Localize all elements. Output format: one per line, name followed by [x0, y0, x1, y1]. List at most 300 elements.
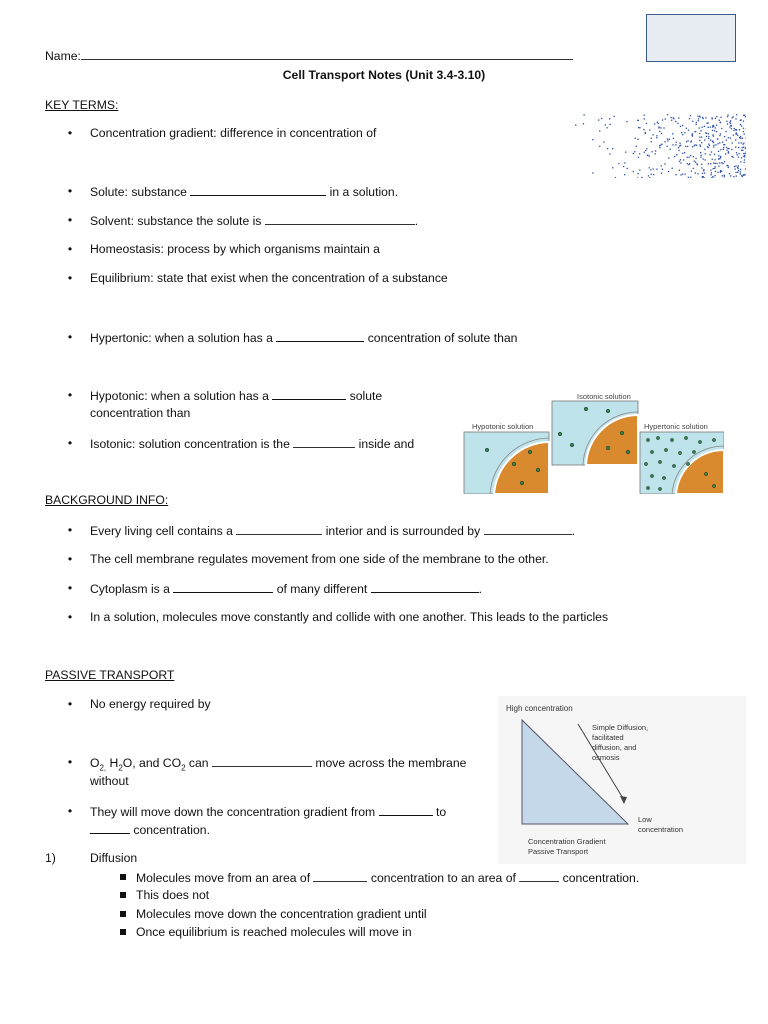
speckle-dot: [716, 131, 717, 132]
speckle-dot: [623, 166, 624, 167]
speckle-dot: [746, 138, 747, 139]
speckle-dot: [718, 155, 719, 156]
speckle-dot: [733, 135, 734, 136]
speckle-dot: [743, 147, 744, 148]
speckle-dot: [727, 123, 728, 124]
speckle-dot: [736, 152, 737, 153]
speckle-dot: [726, 121, 727, 122]
speckle-dot: [710, 126, 711, 127]
speckle-dot: [724, 144, 725, 145]
isotonic-panel: [552, 401, 638, 465]
speckle-dot: [715, 144, 716, 145]
speckle-dot: [733, 157, 734, 158]
speckle-dot: [738, 165, 739, 166]
speckle-dot: [738, 142, 739, 143]
speckle-dot: [705, 159, 706, 160]
speckle-dot: [735, 118, 736, 119]
speckle-dot: [649, 167, 650, 168]
passive-can: can: [185, 756, 209, 770]
speckle-dot: [683, 159, 684, 160]
term-hypertonic-tail: concentration of solute than: [367, 331, 518, 345]
speckle-dot: [639, 127, 640, 128]
passive-molecules: [90, 755, 466, 772]
passive-gradient-to: to: [435, 805, 447, 819]
speckle-dot: [712, 134, 713, 135]
passive-blank[interactable]: [212, 755, 312, 767]
o2-o: O: [90, 756, 100, 770]
speckle-dot: [743, 175, 744, 176]
diffusion-speckle-image: [548, 114, 746, 178]
speckle-dot: [669, 139, 670, 140]
speckle-dot: [724, 175, 725, 176]
speckle-dot: [740, 169, 741, 170]
speckle-dot: [717, 143, 718, 144]
speckle-dot: [702, 127, 703, 128]
cytoplasm-blank-1[interactable]: [173, 581, 273, 593]
speckle-dot: [667, 140, 668, 141]
speckle-dot: [679, 143, 680, 144]
speckle-dot: [663, 127, 664, 128]
speckle-dot: [656, 137, 657, 138]
speckle-dot: [708, 133, 709, 134]
speckle-dot: [672, 144, 673, 145]
speckle-dot: [703, 169, 704, 170]
speckle-dot: [708, 147, 709, 148]
bg-living-cell: [90, 523, 575, 538]
speckle-dot: [673, 138, 674, 139]
speckle-dot: [700, 146, 701, 147]
speckle-dot: [649, 177, 650, 178]
speckle-dot: [720, 117, 721, 118]
term-concentration-gradient: Concentration gradient: difference in concentration of: [90, 126, 377, 140]
speckle-dot: [601, 118, 602, 119]
speckle-dot: [731, 125, 732, 126]
speckle-dot: [694, 145, 695, 146]
passive-no-energy: No energy required by: [90, 697, 211, 711]
speckle-dot: [736, 114, 737, 115]
hypotonic-label: Hypotonic solution: [472, 422, 534, 431]
speckle-dot: [695, 172, 696, 173]
diffusion-point-1: [136, 870, 639, 885]
speckle-dot: [725, 153, 726, 154]
speckle-dot: [714, 175, 715, 176]
diffusion-number: 1): [45, 851, 56, 865]
surrounded-blank[interactable]: [484, 523, 572, 535]
speckle-dot: [730, 120, 731, 121]
speckle-dot: [735, 146, 736, 147]
speckle-dot: [692, 121, 693, 122]
speckle-dot: [727, 114, 728, 115]
speckle-dot: [741, 157, 742, 158]
speckle-dot: [732, 142, 733, 143]
speckle-dot: [627, 168, 628, 169]
isotonic-label: Isotonic solution: [577, 392, 631, 401]
gradient-to-blank[interactable]: [90, 822, 130, 834]
speckle-dot: [655, 150, 656, 151]
speckle-dot: [607, 148, 608, 149]
speckle-dot: [716, 125, 717, 126]
speckle-dot: [688, 164, 689, 165]
speckle-dot: [678, 150, 679, 151]
low-line-2: concentration: [638, 825, 684, 834]
speckle-dot: [731, 156, 732, 157]
caption-line-2: Passive Transport: [528, 847, 589, 856]
speckle-dot: [624, 162, 625, 163]
speckle-dot: [702, 177, 703, 178]
diffusion-point-1-tail: concentration.: [562, 871, 640, 885]
speckle-dot: [704, 126, 705, 127]
speckle-dot: [680, 159, 681, 160]
speckle-dot: [745, 148, 746, 149]
speckle-dot: [668, 157, 669, 158]
speckle-dot: [699, 117, 700, 118]
speckle-dot: [701, 155, 702, 156]
speckle-dot: [662, 119, 663, 120]
speckle-dot: [699, 127, 700, 128]
speckle-dot: [726, 165, 727, 166]
speckle-dot: [711, 172, 712, 173]
hypertonic-label: Hypertonic solution: [644, 422, 708, 431]
speckle-dot: [708, 163, 709, 164]
speckle-dot: [741, 150, 742, 151]
term-solute-text: Solute: substance: [90, 185, 187, 199]
high-concentration-label: High concentration: [506, 704, 573, 713]
passive-gradient-line2: [90, 822, 210, 837]
speckle-dot: [729, 126, 730, 127]
speckle-dot: [700, 130, 701, 131]
speckle-dot: [728, 148, 729, 149]
speckle-dot: [699, 140, 700, 141]
speckle-dot: [696, 145, 697, 146]
speckle-dot: [743, 128, 744, 129]
speckle-dot: [741, 125, 742, 126]
speckle-dot: [682, 125, 683, 126]
speckle-dot: [702, 173, 703, 174]
speckle-dot: [659, 147, 660, 148]
speckle-dot: [701, 167, 702, 168]
speckle-dot: [575, 125, 576, 126]
speckle-dot: [697, 173, 698, 174]
speckle-dot: [743, 131, 744, 132]
corner-box: [646, 14, 736, 62]
speckle-dot: [728, 152, 729, 153]
speckle-dot: [690, 115, 691, 116]
speckle-dot: [693, 156, 694, 157]
speckle-dot: [713, 136, 714, 137]
speckle-dot: [740, 124, 741, 125]
speckle-dot: [715, 163, 716, 164]
speckle-dot: [674, 156, 675, 157]
passive-heading: PASSIVE TRANSPORT: [45, 668, 175, 682]
speckle-dot: [698, 118, 699, 119]
bullet: •: [67, 388, 73, 402]
bg-membrane: The cell membrane regulates movement from one side of the membrane to the other.: [90, 552, 549, 566]
diffusion-blank-2[interactable]: [519, 870, 559, 882]
passive-move: move across the membrane: [315, 756, 467, 770]
term-equilibrium: Equilibrium: state that exist when the concentration of a substance: [90, 271, 448, 285]
speckle-dot: [728, 137, 729, 138]
square-bullet: [120, 874, 126, 880]
term-isotonic-text: Isotonic: solution concentration is the: [90, 437, 290, 451]
speckle-dot: [734, 128, 735, 129]
speckle-dot: [635, 138, 636, 139]
cytoplasm-blank-2[interactable]: [371, 581, 479, 593]
bullet: •: [67, 242, 73, 256]
speckle-dot: [682, 153, 683, 154]
speckle-dot: [710, 170, 711, 171]
speckle-dot: [651, 138, 652, 139]
speckle-dot: [738, 156, 739, 157]
speckle-dot: [651, 174, 652, 175]
speckle-dot: [713, 168, 714, 169]
speckle-dot: [679, 161, 680, 162]
speckle-dot: [734, 166, 735, 167]
speckle-dot: [709, 145, 710, 146]
speckle-dot: [680, 162, 681, 163]
background-heading: BACKGROUND INFO:: [45, 493, 169, 507]
speckle-dot: [705, 153, 706, 154]
isotonic-blank[interactable]: [293, 436, 355, 448]
speckle-dot: [682, 134, 683, 135]
speckle-dot: [733, 130, 734, 131]
speckle-dot: [744, 159, 745, 160]
speckle-dot: [742, 144, 743, 145]
speckle-dot: [655, 153, 656, 154]
speckle-dot: [720, 172, 721, 173]
speckle-dot: [718, 151, 719, 152]
speckle-dot: [612, 167, 613, 168]
speckle-dot: [644, 152, 645, 153]
speckle-dot: [603, 141, 604, 142]
speckle-dot: [724, 161, 725, 162]
speckle-dot: [744, 133, 745, 134]
speckle-dot: [584, 114, 585, 115]
solute-blank[interactable]: [190, 184, 326, 196]
speckle-dot: [675, 174, 676, 175]
bg-living-cell-tail: .: [571, 524, 575, 538]
diffusion-point-3: Molecules move down the concentration gradient until: [136, 907, 427, 921]
speckle-dot: [745, 147, 746, 148]
speckle-dot: [670, 149, 671, 150]
speckle-dot: [743, 115, 744, 116]
speckle-dot: [638, 173, 639, 174]
speckle-dot: [695, 158, 696, 159]
bg-living-cell-mid: interior and is surrounded by: [325, 524, 481, 538]
term-solvent-text: Solvent: substance the solute is: [90, 214, 262, 228]
speckle-dot: [687, 146, 688, 147]
speckle-dot: [654, 123, 655, 124]
speckle-dot: [730, 175, 731, 176]
speckle-dot: [676, 154, 677, 155]
speckle-dot: [729, 122, 730, 123]
speckle-dot: [694, 161, 695, 162]
speckle-dot: [624, 174, 625, 175]
speckle-dot: [745, 116, 746, 117]
speckle-dot: [648, 175, 649, 176]
bullet: •: [67, 697, 73, 711]
speckle-dot: [688, 140, 689, 141]
speckle-dot: [689, 118, 690, 119]
speckle-dot: [605, 124, 606, 125]
speckle-dot: [736, 130, 737, 131]
speckle-dot: [647, 155, 648, 156]
speckle-dot: [710, 140, 711, 141]
speckle-dot: [742, 138, 743, 139]
speckle-dot: [679, 170, 680, 171]
term-isotonic-tail: inside and: [358, 437, 415, 451]
speckle-dot: [653, 174, 654, 175]
speckle-dot: [633, 153, 634, 154]
speckle-dot: [732, 117, 733, 118]
low-line-1: Low: [638, 815, 652, 824]
name-line: [45, 48, 573, 63]
speckle-dot: [722, 175, 723, 176]
speckle-dot: [697, 116, 698, 117]
speckle-dot: [607, 127, 608, 128]
hypotonic-blank[interactable]: [272, 388, 346, 400]
speckle-dot: [700, 152, 701, 153]
speckle-dot: [743, 121, 744, 122]
speckle-dot: [719, 135, 720, 136]
speckle-dot: [638, 120, 639, 121]
speckle-dot: [667, 146, 668, 147]
speckle-dot: [715, 171, 716, 172]
speckle-dot: [658, 123, 659, 124]
speckle-dot: [699, 137, 700, 138]
speckle-dot: [693, 168, 694, 169]
speckle-dot: [675, 121, 676, 122]
speckle-dot: [681, 132, 682, 133]
term-hypotonic-mid: solute: [349, 389, 383, 403]
hypotonic-panel: [464, 432, 549, 494]
speckle-dot: [689, 157, 690, 158]
speckle-dot: [708, 138, 709, 139]
speckle-dot: [675, 144, 676, 145]
speckle-dot: [743, 153, 744, 154]
simple-line-1: Simple Diffusion,: [592, 723, 649, 732]
bullet: •: [67, 552, 73, 566]
speckle-dot: [609, 153, 610, 154]
speckle-dot: [668, 171, 669, 172]
speckle-dot: [711, 177, 712, 178]
speckle-dot: [715, 166, 716, 167]
h2o-co: O, and CO: [122, 756, 182, 770]
passive-gradient-text: They will move down the concentration gradient from: [90, 805, 376, 819]
speckle-dot: [678, 147, 679, 148]
speckle-dot: [705, 117, 706, 118]
gradient-from-blank[interactable]: [379, 804, 433, 816]
speckle-dot: [684, 152, 685, 153]
bullet: •: [67, 523, 73, 537]
speckle-dot: [716, 116, 717, 117]
h2o-h: H: [106, 756, 119, 770]
term-hypertonic-text: Hypertonic: when a solution has a: [90, 331, 273, 345]
speckle-dot: [671, 117, 672, 118]
speckle-dot: [704, 173, 705, 174]
speckle-dot: [726, 150, 727, 151]
speckle-dot: [715, 118, 716, 119]
speckle-dot: [692, 146, 693, 147]
hypertonic-blank[interactable]: [276, 330, 364, 342]
speckle-dot: [638, 127, 639, 128]
speckle-dot: [737, 135, 738, 136]
speckle-dot: [712, 130, 713, 131]
speckle-dot: [714, 154, 715, 155]
speckle-dot: [650, 169, 651, 170]
speckle-dot: [736, 133, 737, 134]
speckle-dot: [742, 176, 743, 177]
speckle-dot: [678, 117, 679, 118]
speckle-dot: [692, 135, 693, 136]
speckle-dot: [692, 133, 693, 134]
bg-solution: In a solution, molecules move constantly and collide with one another. This leads to the particles: [90, 610, 609, 624]
speckle-dot: [698, 120, 699, 121]
term-hypertonic: [90, 330, 517, 345]
solvent-blank[interactable]: [265, 213, 415, 225]
speckle-dot: [719, 158, 720, 159]
hypertonic-panel: [640, 432, 724, 494]
speckle-dot: [708, 144, 709, 145]
speckle-dot: [704, 139, 705, 140]
bg-cytoplasm-tail: .: [478, 582, 483, 596]
term-solute-tail: in a solution.: [329, 185, 399, 199]
speckle-dot: [743, 156, 744, 157]
speckle-dot: [722, 142, 723, 143]
diffusion-point-1-mid: concentration to an area of: [370, 871, 516, 885]
speckle-dot: [722, 163, 723, 164]
speckle-dot: [653, 168, 654, 169]
speckle-dot: [671, 120, 672, 121]
speckle-dot: [615, 177, 616, 178]
speckle-dot: [697, 163, 698, 164]
speckle-dot: [695, 131, 696, 132]
speckle-dot: [664, 141, 665, 142]
speckle-dot: [702, 117, 703, 118]
speckle-dot: [731, 128, 732, 129]
passive-without: without: [90, 774, 129, 788]
speckle-dot: [660, 127, 661, 128]
term-hypotonic: [90, 388, 382, 403]
diffusion-blank-1[interactable]: [313, 870, 367, 882]
speckle-dot: [723, 147, 724, 148]
speckle-dot: [712, 159, 713, 160]
speckle-dot: [706, 136, 707, 137]
term-solvent: [90, 213, 418, 228]
speckle-dot: [625, 152, 626, 153]
speckle-dot: [634, 151, 635, 152]
interior-blank[interactable]: [236, 523, 322, 535]
speckle-dot: [676, 142, 677, 143]
speckle-dot: [710, 154, 711, 155]
speckle-dot: [712, 118, 713, 119]
speckle-dot: [690, 141, 691, 142]
speckle-dot: [731, 149, 732, 150]
speckle-dot: [680, 126, 681, 127]
speckle-dot: [718, 166, 719, 167]
name-blank[interactable]: [81, 48, 573, 60]
speckle-dot: [633, 171, 634, 172]
h2o-sub: 2: [118, 763, 123, 773]
speckle-dot: [730, 123, 731, 124]
speckle-dot: [696, 122, 697, 123]
speckle-dot: [686, 128, 687, 129]
speckle-dot: [687, 157, 688, 158]
speckle-dot: [740, 173, 741, 174]
speckle-dot: [739, 129, 740, 130]
bullet: •: [67, 581, 73, 595]
speckle-dot: [649, 156, 650, 157]
speckle-dot: [592, 172, 593, 173]
